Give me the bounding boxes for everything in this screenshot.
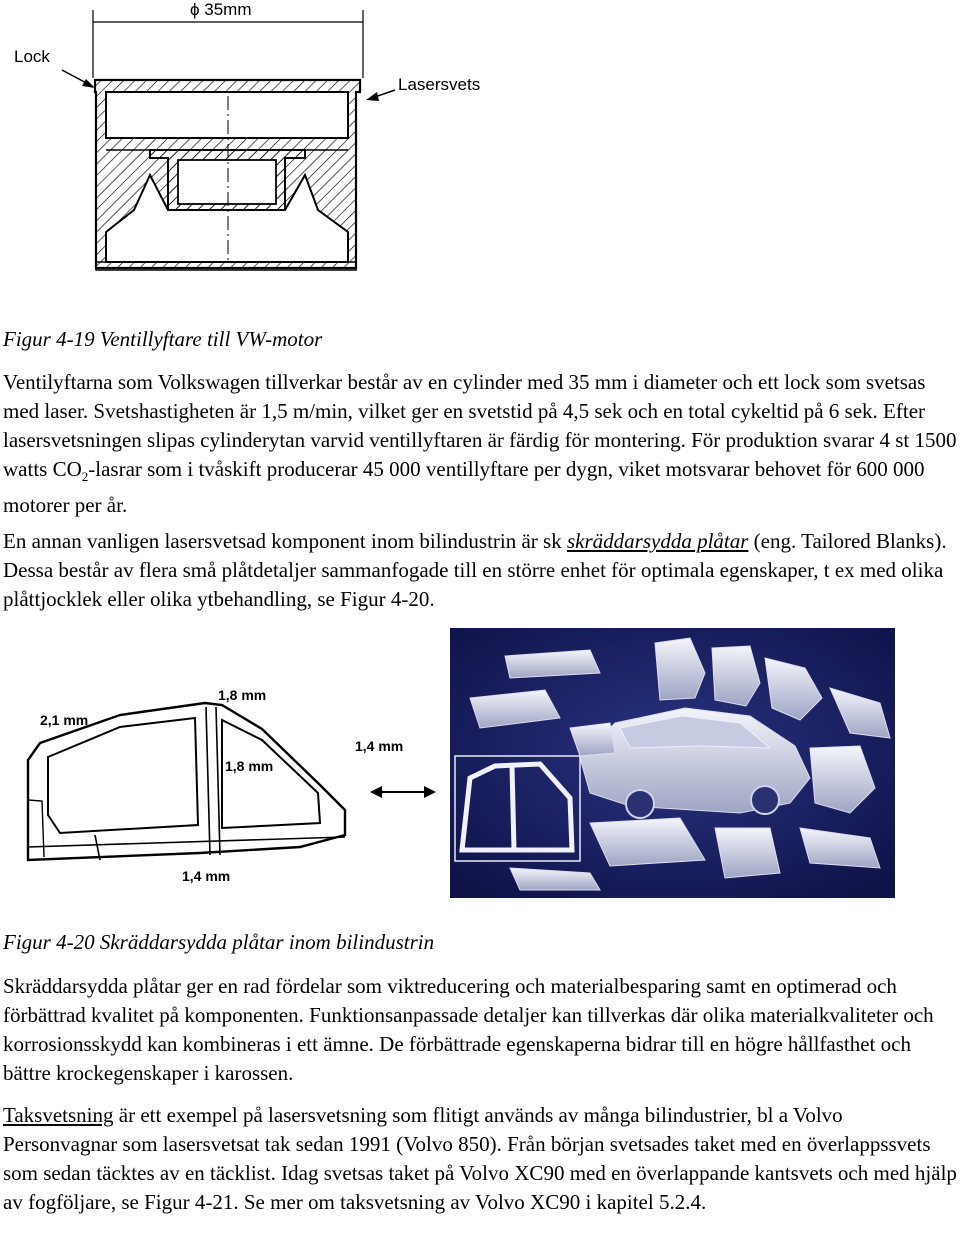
side-frame-drawing bbox=[0, 625, 440, 895]
dimension-1-8mm-top: 1,8 mm bbox=[218, 687, 267, 703]
dimension-2-1mm: 2,1 mm bbox=[40, 712, 89, 728]
diameter-label: ϕ 35mm bbox=[190, 0, 252, 19]
figure-4-20-caption: Figur 4-20 Skräddarsydda plåtar inom bilindustrin bbox=[3, 930, 435, 954]
figure-4-19 bbox=[0, 0, 960, 320]
valve-lifter-drawing bbox=[0, 0, 960, 320]
figure-4-20 bbox=[0, 625, 960, 895]
figure-4-19-caption: Figur 4-19 Ventillyftare till VW-motor bbox=[3, 327, 323, 351]
exploded-car-body-photo bbox=[450, 628, 895, 898]
paragraph-advantages: Skräddarsydda plåtar ger en rad fördelar som viktreducering och materialbesparing samt en optimerad och förbättrad kvalitet på komponenten. Funktionsanpassade detaljer kan tillverkas där olika materialkvaliteter och korrosionsskydd kan kombineras i ett ämne. De förbättrade egenskaperna bidrar till en högre hållfasthet och bättre krockegenskaper i karossen. bbox=[3, 974, 934, 1085]
paragraph-valve-lifters-part-a: Ventilyftarna som Volkswagen tillverkar består av en cylinder med 35 mm i diameter och ett lock som svetsas med laser. Svetshastigheten är 1,5 m/min, vilket ger en svetstid på 4,5 sek och en total cykeltid på 6 sek. Efter lasersvetsningen slipas cylinderytan varvid ventillyftaren är färdig för montering. För produktion svarar 4 st 1500 watts CO bbox=[3, 370, 957, 481]
roof-welding-term: Taksvetsning bbox=[3, 1103, 114, 1127]
paragraph-valve-lifters bbox=[3, 368, 958, 520]
weld-label: Lasersvets bbox=[398, 75, 481, 94]
paragraph-roof-welding bbox=[3, 1101, 958, 1217]
tailored-blanks-term: skräddarsydda plåtar bbox=[566, 529, 749, 553]
co2-subscript: 2 bbox=[81, 469, 89, 485]
paragraph-roof-welding-text: är ett exempel på lasersvetsning som flitigt används av många bilindustrier, bl a Volvo Personvagnar som lasersvetsat tak sedan 1991 (Volvo 850). Från början svetsades taket med en överlappssvets som sedan täcktes av en täcklist. Idag svetsas taket på Volvo XC90 med en överlappande kantsvets och med hjälp av fogföljare, se Figur 4-21. Se mer om taksvetsning av Volvo XC90 i kapitel 5.2.4. bbox=[3, 1103, 957, 1214]
paragraph-tailored-blanks-part-a: En annan vanligen lasersvetsad komponent inom bilindustrin är sk bbox=[3, 529, 567, 553]
dimension-1-8mm-mid: 1,8 mm bbox=[225, 758, 274, 774]
dimension-1-4mm-right: 1,4 mm bbox=[355, 738, 404, 754]
paragraph-valve-lifters-part-b: -lasrar som i tvåskift producerar 45 000 ventillyftare per dygn, viket motsvarar behovet för 600 000 motorer per år. bbox=[3, 457, 925, 518]
lock-label: Lock bbox=[14, 47, 50, 66]
paragraph-tailored-blanks bbox=[3, 527, 958, 614]
paragraph-tailored-blanks-part-b: (eng. Tailored Blanks). Dessa består av flera små plåtdetaljer sammanfogade till en större enhet för optimala egenskaper, t ex med olika plåttjocklek eller olika ytbehandling, se Figur 4-20. bbox=[3, 529, 947, 611]
dimension-1-4mm-bottom: 1,4 mm bbox=[182, 868, 231, 884]
